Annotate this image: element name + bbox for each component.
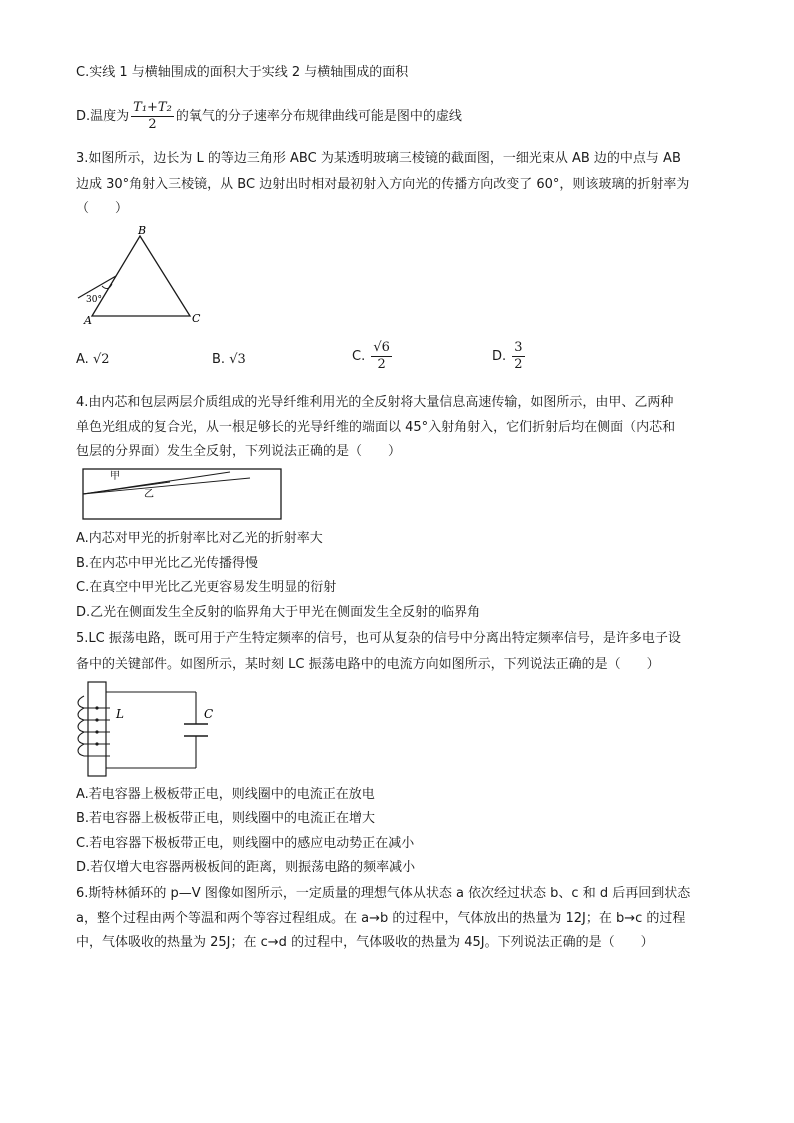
q3-stem-line1: 3.如图所示，边长为 L 的等边三角形 ABC 为某透明玻璃三棱镜的截面图，一细光束从 AB 边的中点与 AB — [76, 151, 681, 166]
fraction — [131, 100, 174, 133]
fraction-denominator: 2 — [514, 357, 523, 372]
q4-stem-line1: 4.由内芯和包层两层介质组成的光导纤维利用光的全反射将大量信息高速传输，如图所示，由甲、乙两种 — [76, 395, 674, 410]
q3-stem-line2: 边成 30°角射入三棱镜，从 BC 边射出时相对最初射入方向光的传播方向改变了 60°，则该玻璃的折射率为 — [76, 177, 690, 192]
q5-stem-line1: 5.LC 振荡电路，既可用于产生特定频率的信号，也可从复杂的信号中分离出特定频率信号，是许多电子设 — [76, 631, 681, 646]
fraction — [512, 340, 524, 373]
option-letter: A. — [76, 352, 89, 367]
q4-stem-line2: 单色光组成的复合光，从一根足够长的光导纤维的端面以 45°入射角射入，它们折射后均在侧面（内芯和 — [76, 420, 676, 435]
q5-option-a: A.若电容器上极板带正电，则线圈中的电流正在放电 — [76, 787, 375, 802]
lc-circuit-figure — [70, 678, 230, 780]
q3-option-d — [492, 340, 527, 373]
q3-stem-line3: （ ） — [76, 201, 129, 216]
vertex-label-c: C — [192, 312, 201, 325]
option-letter: B. — [212, 352, 226, 367]
fraction-denominator: 2 — [377, 357, 386, 372]
option-value: √3 — [229, 352, 246, 367]
light-label-yi: 乙 — [144, 489, 154, 500]
q3-option-c — [352, 340, 394, 373]
capacitor-label: C — [204, 707, 214, 721]
q6-stem-line3: 中，气体吸收的热量为 25J；在 c→d 的过程中，气体吸收的热量为 45J。下列说法正确的是（ ） — [76, 935, 654, 950]
q2-option-c: C.实线 1 与横轴围成的面积大于实线 2 与横轴围成的面积 — [76, 65, 409, 80]
angle-label: 30° — [86, 295, 102, 305]
fraction — [371, 340, 392, 373]
q2-option-d — [76, 100, 462, 133]
q4-option-c: C.在真空中甲光比乙光更容易发生明显的衍射 — [76, 580, 337, 595]
inductor-label: L — [116, 707, 124, 721]
option-letter: D. — [492, 349, 507, 364]
light-label-jia: 甲 — [110, 471, 120, 482]
fraction-numerator: 3 — [514, 340, 523, 355]
q3-option-b — [212, 352, 246, 367]
fraction-denominator: 2 — [148, 117, 157, 132]
fraction-numerator: T₁+T₂ — [133, 100, 172, 115]
option-letter: C. — [352, 349, 366, 364]
prism-triangle-figure — [76, 222, 216, 326]
fraction-numerator: √6 — [373, 340, 390, 355]
q5-stem-line2: 备中的关键部件。如图所示，某时刻 LC 振荡电路中的电流方向如图所示，下列说法正确的是（ ） — [76, 657, 660, 672]
vertex-label-a: A — [84, 314, 92, 326]
q5-option-d: D.若仅增大电容器两极板间的距离，则振荡电路的频率减小 — [76, 860, 416, 875]
q5-option-c: C.若电容器下极板带正电，则线圈中的感应电动势正在减小 — [76, 836, 415, 851]
q6-stem-line2: a，整个过程由两个等温和两个等容过程组成。在 a→b 的过程中，气体放出的热量为 12J；在 b→c 的过程 — [76, 911, 686, 926]
q4-option-b: B.在内芯中甲光比乙光传播得慢 — [76, 556, 259, 571]
vertex-label-b: B — [138, 224, 147, 237]
option-value: √2 — [92, 352, 110, 367]
q4-stem-line3: 包层的分界面）发生全反射，下列说法正确的是（ ） — [76, 444, 402, 459]
q4-option-a: A.内芯对甲光的折射率比对乙光的折射率大 — [76, 531, 323, 546]
q5-option-b: B.若电容器上极板带正电，则线圈中的电流正在增大 — [76, 811, 376, 826]
q2-option-d-prefix: D.温度为 — [76, 109, 130, 124]
q3-option-a — [76, 352, 110, 367]
q6-stem-line1: 6.斯特林循环的 p—V 图像如图所示，一定质量的理想气体从状态 a 依次经过状态 b、c 和 d 后再回到状态 — [76, 886, 691, 901]
q2-option-d-suffix: 的氧气的分子速率分布规律曲线可能是图中的虚线 — [175, 109, 462, 124]
q4-option-d: D.乙光在侧面发生全反射的临界角大于甲光在侧面发生全反射的临界角 — [76, 605, 481, 620]
optical-fiber-figure — [80, 466, 286, 522]
